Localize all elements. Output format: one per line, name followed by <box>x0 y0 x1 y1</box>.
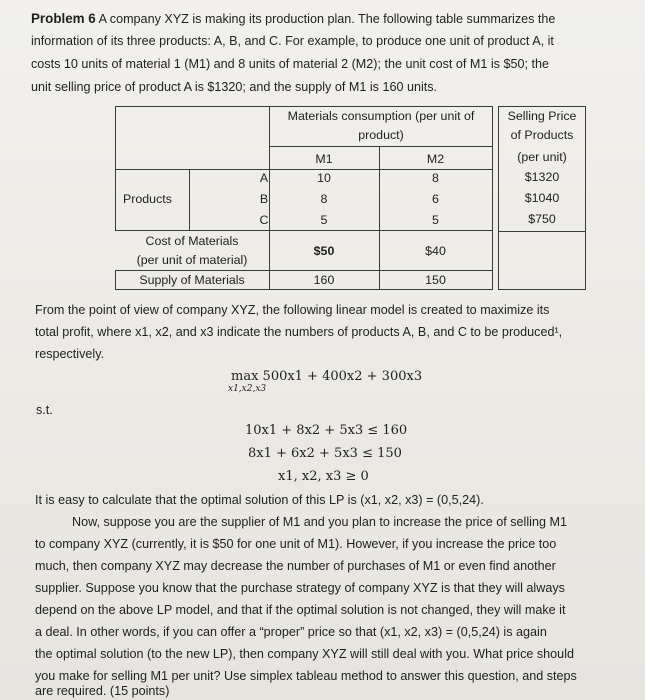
intro-text-1: A company XYZ is making its production plan. The following table summarizes the <box>98 12 556 26</box>
supply-label: Supply of Materials <box>139 273 245 287</box>
lp-objective-subscript: x1,x2,x3 <box>228 384 267 394</box>
constraint-m1: 10x1 + 8x2 + 5x3 ≤ 160 <box>245 423 408 438</box>
model-intro-line-1: From the point of view of company XYZ, the following linear model is created to maximize its <box>35 303 550 317</box>
header-materials-line1: Materials consumption (per unit of <box>287 109 475 123</box>
col-m1-header: M1 <box>315 152 333 166</box>
lp-objective: max 500x1 + 400x2 + 300x3 <box>231 369 423 384</box>
header-price-line3: (per unit) <box>517 150 567 164</box>
closing-line-10: are required. (15 points) <box>35 684 170 698</box>
cost-label-line2: (per unit of material) <box>136 253 248 267</box>
materials-table <box>115 106 586 290</box>
closing-line-9: you make for selling M1 per unit? Use simplex tableau method to answer this question, and steps <box>35 669 577 683</box>
header-price-line2: of Products <box>510 128 574 142</box>
product-a-m2: 8 <box>432 171 439 185</box>
cost-m1: $50 <box>313 244 335 258</box>
problem-intro-line-1 <box>31 8 555 30</box>
product-a-label: A <box>259 171 269 185</box>
col-m2-header: M2 <box>426 152 445 166</box>
product-c-label: C <box>259 213 269 227</box>
product-b-m1: 8 <box>320 192 328 206</box>
header-price-line1: Selling Price <box>507 109 577 123</box>
closing-line-6: depend on the above LP model, and that if the optimal solution is not changed, they will make it <box>35 603 566 617</box>
closing-line-3: to company XYZ (currently, it is $50 for one unit of M1). However, if you increase the price too <box>35 537 557 551</box>
products-label: Products <box>123 192 172 206</box>
closing-line-7: a deal. In other words, if you can offer a “proper” price so that (x1, x2, x3) = (0,5,24) is again <box>35 625 547 639</box>
product-c-m2: 5 <box>432 213 439 227</box>
problem-label: Problem 6 <box>31 11 96 26</box>
product-c-price: $750 <box>528 212 556 226</box>
closing-line-2: Now, suppose you are the supplier of M1 and you plan to increase the price of selling M1 <box>72 515 567 529</box>
closing-line-5: supplier. Suppose you know that the purchase strategy of company XYZ is that they will always <box>35 581 565 595</box>
closing-line-4: much, then company XYZ may decrease the number of purchases of M1 or even find another <box>35 559 556 573</box>
product-a-price: $1320 <box>524 170 560 184</box>
model-intro-line-2: total profit, where x1, x2, and x3 indicate the numbers of products A, B, and C to be produced¹, <box>35 325 563 339</box>
problem-intro-line-3: costs 10 units of material 1 (M1) and 8 units of material 2 (M2); the unit cost of M1 is $50; the <box>31 57 549 71</box>
closing-line-8: the optimal solution (to the new LP), then company XYZ will still deal with you. What price should <box>35 647 574 661</box>
constraint-nonneg: x1, x2, x3 ≥ 0 <box>278 469 369 484</box>
supply-m1: 160 <box>313 273 335 287</box>
problem-intro-line-4: unit selling price of product A is $1320; and the supply of M1 is 160 units. <box>31 80 438 94</box>
cost-m2: $40 <box>425 244 446 258</box>
product-b-price: $1040 <box>524 191 560 205</box>
product-a-m1: 10 <box>317 171 331 185</box>
product-b-label: B <box>259 192 269 206</box>
model-intro-line-3: respectively. <box>35 347 105 361</box>
constraint-m2: 8x1 + 6x2 + 5x3 ≤ 150 <box>248 446 402 461</box>
closing-line-1: It is easy to calculate that the optimal solution of this LP is (x1, x2, x3) = (0,5,24). <box>35 493 484 507</box>
header-materials-line2: product) <box>358 128 404 142</box>
cost-label-line1: Cost of Materials <box>145 234 239 248</box>
supply-m2: 150 <box>425 273 446 287</box>
problem-intro-line-2: information of its three products: A, B, and C. For example, to produce one unit of product A, it <box>31 34 554 48</box>
st-label: s.t. <box>36 403 53 417</box>
product-c-m1: 5 <box>320 213 328 227</box>
product-b-m2: 6 <box>432 192 439 206</box>
